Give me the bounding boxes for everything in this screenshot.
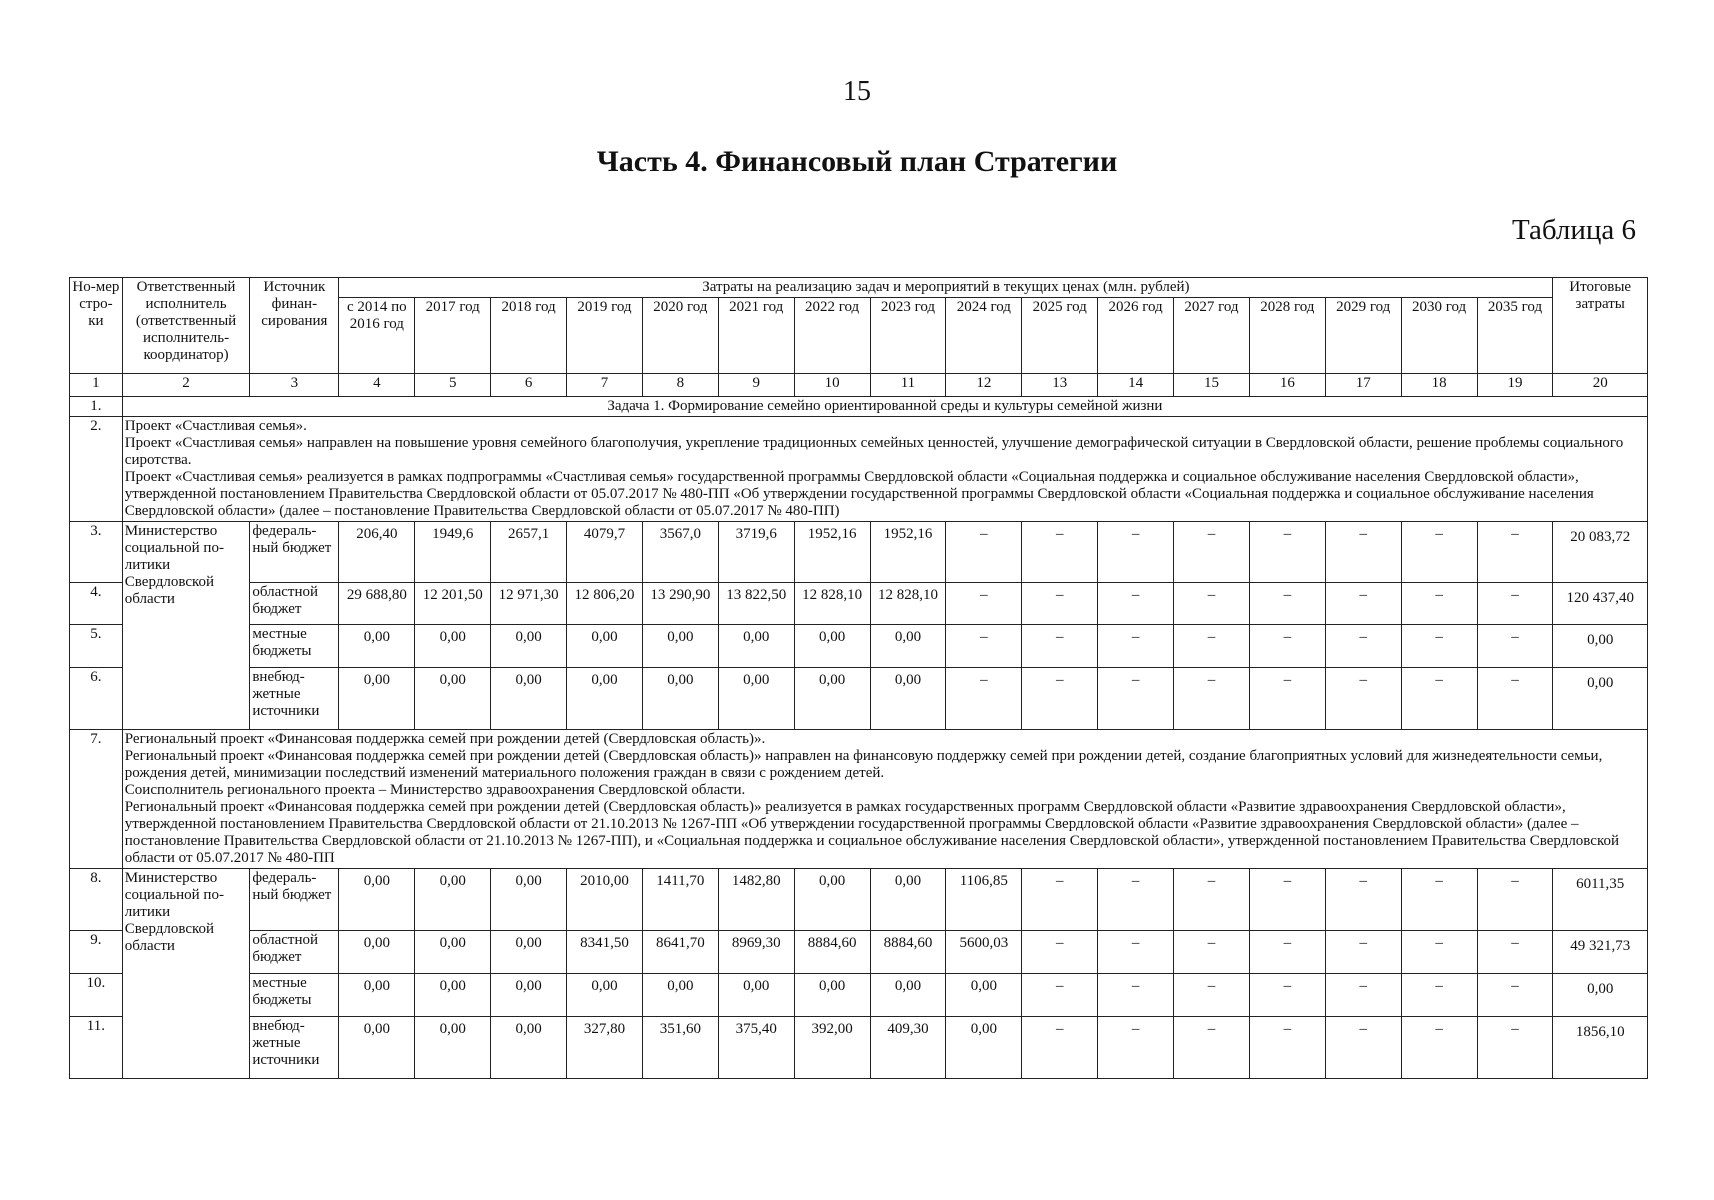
total-value: 49 321,73 [1553,931,1648,974]
total-value: 0,00 [1553,668,1648,730]
row-number: 10. [70,974,123,1017]
cost-value: – [1098,668,1174,730]
cost-value: 0,00 [491,1017,567,1079]
header-source: Источник финан-сирования [250,278,339,374]
cost-value: – [1401,869,1477,931]
cost-value: 1952,16 [870,522,946,583]
cost-value: – [1401,522,1477,583]
cost-value: 3567,0 [642,522,718,583]
data-row [70,869,1648,931]
header-year: 2028 год [1249,298,1325,374]
cost-value: – [1477,1017,1553,1079]
column-number-row [70,374,1648,397]
cost-value: – [1098,522,1174,583]
cost-value: – [1401,583,1477,625]
cost-value: 0,00 [870,668,946,730]
column-number: 7 [567,374,643,397]
data-row [70,668,1648,730]
data-row [70,931,1648,974]
cost-value: – [1098,931,1174,974]
cost-value: 1411,70 [642,869,718,931]
cost-value: – [1174,974,1250,1017]
executor-name: Министерство социальной по-литики Свердловской области [122,869,250,1079]
funding-source: областной бюджет [250,931,339,974]
row-number: 4. [70,583,123,625]
cost-value: 0,00 [718,668,794,730]
column-number: 8 [642,374,718,397]
cost-value: – [1325,931,1401,974]
cost-value: 0,00 [794,974,870,1017]
cost-value: – [1174,1017,1250,1079]
cost-value: 0,00 [491,668,567,730]
data-row [70,625,1648,668]
cost-value: 0,00 [491,625,567,668]
cost-value: – [1477,931,1553,974]
cost-value: 0,00 [946,1017,1022,1079]
column-number: 9 [718,374,794,397]
total-value: 0,00 [1553,974,1648,1017]
data-row [70,522,1648,583]
cost-value: 0,00 [415,668,491,730]
table-label: Таблица 6 [1511,214,1636,246]
cost-value: 0,00 [415,869,491,931]
cost-value: 0,00 [491,931,567,974]
cost-value: 0,00 [794,668,870,730]
row-number: 2. [70,417,123,522]
cost-value: – [1401,625,1477,668]
cost-value: – [1477,583,1553,625]
cost-value: 0,00 [415,931,491,974]
cost-value: – [1022,931,1098,974]
funding-source: федераль-ный бюджет [250,522,339,583]
header-year: 2023 год [870,298,946,374]
cost-value: – [1325,668,1401,730]
cost-value: – [946,522,1022,583]
column-number: 15 [1174,374,1250,397]
data-row [70,1017,1648,1079]
header-year: 2027 год [1174,298,1250,374]
cost-value: 0,00 [339,931,415,974]
cost-value: – [1477,869,1553,931]
cost-value: 8969,30 [718,931,794,974]
row-number: 7. [70,730,123,869]
cost-value: 0,00 [642,668,718,730]
column-number: 4 [339,374,415,397]
cost-value: 5600,03 [946,931,1022,974]
cost-value: – [1174,668,1250,730]
cost-value: – [1249,974,1325,1017]
cost-value: – [1098,869,1174,931]
column-number: 19 [1477,374,1553,397]
cost-value: 0,00 [339,974,415,1017]
cost-value: – [1401,1017,1477,1079]
cost-value: 0,00 [491,869,567,931]
funding-source: внебюд-жетные источники [250,1017,339,1079]
cost-value: 0,00 [794,869,870,931]
cost-value: 1949,6 [415,522,491,583]
header-row-no: Но-мер стро-ки [70,278,123,374]
task-title: Задача 1. Формирование семейно ориентированной среды и культуры семейной жизни [122,397,1647,417]
project-description-line: Проект «Счастливая семья» направлен на повышение уровня семейного благополучия, укрепление традиционных семейных ценностей, улучшение демографической ситуации в Свердловской области, решение проблемы социального сиротства. [124,435,1624,468]
cost-value: 0,00 [567,625,643,668]
part-title: Часть 4. Финансовый план Стратегии [596,145,1118,178]
project-description-line: Региональный проект «Финансовая поддержка семей при рождении детей (Свердловская область)» реализуется в рамках государственных программ Свердловской области «Развитие здравоохранения Свердловской области», утвержденной постановлением Правительства Свердловской области от 21.10.2013 № 1267-ПП «Об утверждении государственной программы Свердловской области «Развитие здравоохранения Свердловской области» (далее – постановление Правительства Свердловской области от 21.10.2013 № 1267-ПП), и «Социальная поддержка и социальное обслуживание населения Свердловской области», утвержденной постановлением Правительства Свердловской области от 05.07.2017 № 480-ПП [124,799,1620,866]
financial-plan-table [69,277,1648,1079]
cost-value: 0,00 [339,1017,415,1079]
cost-value: – [1174,869,1250,931]
cost-value: 0,00 [567,974,643,1017]
cost-value: – [1022,522,1098,583]
cost-value: 409,30 [870,1017,946,1079]
project-description [122,417,1647,522]
project-description-line: Проект «Счастливая семья» реализуется в рамках подпрограммы «Счастливая семья» государственной программы Свердловской области «Социальная поддержка и социальное обслуживание населения Свердловской области», утвержденной постановлением Правительства Свердловской области от 05.07.2017 № 480-ПП «Об утверждении государственной программы Свердловской области «Социальная поддержка и социальное обслуживание населения Свердловской области» (далее – постановление Правительства Свердловской области от 05.07.2017 № 480-ПП) [124,469,1594,519]
column-number: 6 [491,374,567,397]
cost-value: 12 828,10 [794,583,870,625]
cost-value: 8641,70 [642,931,718,974]
cost-value: – [1249,522,1325,583]
header-costs: Затраты на реализацию задач и мероприятий в текущих ценах (млн. рублей) [339,278,1553,298]
cost-value: 8884,60 [870,931,946,974]
cost-value: 29 688,80 [339,583,415,625]
cost-value: – [1477,522,1553,583]
cost-value: – [1249,668,1325,730]
cost-value: – [1401,931,1477,974]
column-number: 20 [1553,374,1648,397]
cost-value: 13 290,90 [642,583,718,625]
column-number: 17 [1325,374,1401,397]
header-year: 2018 год [491,298,567,374]
cost-value: 0,00 [870,625,946,668]
header-year: 2030 год [1401,298,1477,374]
cost-value: – [1477,668,1553,730]
cost-value: – [1249,931,1325,974]
task-row [70,397,1648,417]
column-number: 1 [70,374,123,397]
cost-value: – [946,625,1022,668]
project-description-line: Региональный проект «Финансовая поддержка семей при рождении детей (Свердловская область)» направлен на финансовую поддержку семей при рождении детей, создание благоприятных условий для жизнедеятельности семьи, рождения детей, минимизации последствий изменений материального положения граждан в связи с рождением детей. [124,748,1603,781]
cost-value: 8341,50 [567,931,643,974]
cost-value: – [1249,625,1325,668]
cost-value: 0,00 [415,1017,491,1079]
row-number: 5. [70,625,123,668]
cost-value: – [1098,1017,1174,1079]
row-number: 1. [70,397,123,417]
cost-value: 206,40 [339,522,415,583]
cost-value: – [1098,583,1174,625]
cost-value: 0,00 [794,625,870,668]
column-number: 12 [946,374,1022,397]
cost-value: 0,00 [718,625,794,668]
column-number: 18 [1401,374,1477,397]
header-year: 2017 год [415,298,491,374]
cost-value: – [1022,668,1098,730]
cost-value: – [946,583,1022,625]
cost-value: – [1022,974,1098,1017]
cost-value: – [1477,974,1553,1017]
column-number: 2 [122,374,250,397]
cost-value: – [1174,931,1250,974]
cost-value: 0,00 [870,869,946,931]
column-number: 3 [250,374,339,397]
executor-name: Министерство социальной по-литики Свердловской области [122,522,250,730]
header-year: 2024 год [946,298,1022,374]
cost-value: 1106,85 [946,869,1022,931]
cost-value: 2657,1 [491,522,567,583]
cost-value: 0,00 [339,869,415,931]
cost-value: – [1401,974,1477,1017]
cost-value: 0,00 [415,974,491,1017]
header-year: 2025 год [1022,298,1098,374]
column-number: 13 [1022,374,1098,397]
project-description-line: Проект «Счастливая семья». [124,418,307,434]
cost-value: 8884,60 [794,931,870,974]
cost-value: 12 971,30 [491,583,567,625]
column-number: 16 [1249,374,1325,397]
cost-value: 0,00 [718,974,794,1017]
header-total: Итоговые затраты [1553,278,1648,374]
row-number: 3. [70,522,123,583]
total-value: 1856,10 [1553,1017,1648,1079]
row-number: 8. [70,869,123,931]
project-row [70,417,1648,522]
cost-value: 12 828,10 [870,583,946,625]
cost-value: 12 806,20 [567,583,643,625]
cost-value: 0,00 [415,625,491,668]
funding-source: местные бюджеты [250,625,339,668]
cost-value: – [1022,583,1098,625]
cost-value: 0,00 [642,625,718,668]
header-year: 2022 год [794,298,870,374]
header-year: 2020 год [642,298,718,374]
cost-value: 2010,00 [567,869,643,931]
funding-source: областной бюджет [250,583,339,625]
cost-value: – [946,668,1022,730]
row-number: 11. [70,1017,123,1079]
cost-value: – [1249,869,1325,931]
header-year: 2019 год [567,298,643,374]
data-row [70,583,1648,625]
data-row [70,974,1648,1017]
cost-value: – [1174,522,1250,583]
column-number: 5 [415,374,491,397]
cost-value: – [1325,869,1401,931]
project-description-line: Региональный проект «Финансовая поддержка семей при рождении детей (Свердловская область)». [124,731,766,747]
total-value: 6011,35 [1553,869,1648,931]
cost-value: 13 822,50 [718,583,794,625]
row-number: 9. [70,931,123,974]
cost-value: 0,00 [642,974,718,1017]
cost-value: – [1325,583,1401,625]
total-value: 120 437,40 [1553,583,1648,625]
cost-value: – [1477,625,1553,668]
header-year: 2029 год [1325,298,1401,374]
header-row-top [70,278,1648,298]
cost-value: 392,00 [794,1017,870,1079]
header-year: 2026 год [1098,298,1174,374]
header-year: 2021 год [718,298,794,374]
header-year: 2035 год [1477,298,1553,374]
total-value: 0,00 [1553,625,1648,668]
row-number: 6. [70,668,123,730]
cost-value: 1952,16 [794,522,870,583]
cost-value: 0,00 [491,974,567,1017]
project-row [70,730,1648,869]
funding-source: федераль-ный бюджет [250,869,339,931]
cost-value: 4079,7 [567,522,643,583]
funding-source: внебюд-жетные источники [250,668,339,730]
cost-value: – [1022,869,1098,931]
cost-value: – [1022,625,1098,668]
cost-value: 12 201,50 [415,583,491,625]
project-description [122,730,1647,869]
column-number: 11 [870,374,946,397]
cost-value: – [1249,583,1325,625]
cost-value: 0,00 [339,668,415,730]
page-number: 15 [843,76,871,107]
cost-value: – [1098,974,1174,1017]
cost-value: – [1174,583,1250,625]
project-description-line: Соисполнитель регионального проекта – Министерство здравоохранения Свердловской области. [124,782,746,798]
cost-value: – [1174,625,1250,668]
cost-value: – [1325,1017,1401,1079]
cost-value: – [1022,1017,1098,1079]
cost-value: 327,80 [567,1017,643,1079]
cost-value: 0,00 [870,974,946,1017]
funding-source: местные бюджеты [250,974,339,1017]
cost-value: – [1325,625,1401,668]
cost-value: – [1325,522,1401,583]
cost-value: – [1249,1017,1325,1079]
cost-value: 0,00 [946,974,1022,1017]
cost-value: – [1098,625,1174,668]
cost-value: 0,00 [567,668,643,730]
column-number: 10 [794,374,870,397]
column-number: 14 [1098,374,1174,397]
cost-value: – [1401,668,1477,730]
total-value: 20 083,72 [1553,522,1648,583]
header-executor: Ответственный исполнитель (ответственный исполнитель-координатор) [122,278,250,374]
cost-value: 1482,80 [718,869,794,931]
header-year: с 2014 по 2016 год [339,298,415,374]
cost-value: – [1325,974,1401,1017]
cost-value: 0,00 [339,625,415,668]
cost-value: 351,60 [642,1017,718,1079]
cost-value: 375,40 [718,1017,794,1079]
cost-value: 3719,6 [718,522,794,583]
